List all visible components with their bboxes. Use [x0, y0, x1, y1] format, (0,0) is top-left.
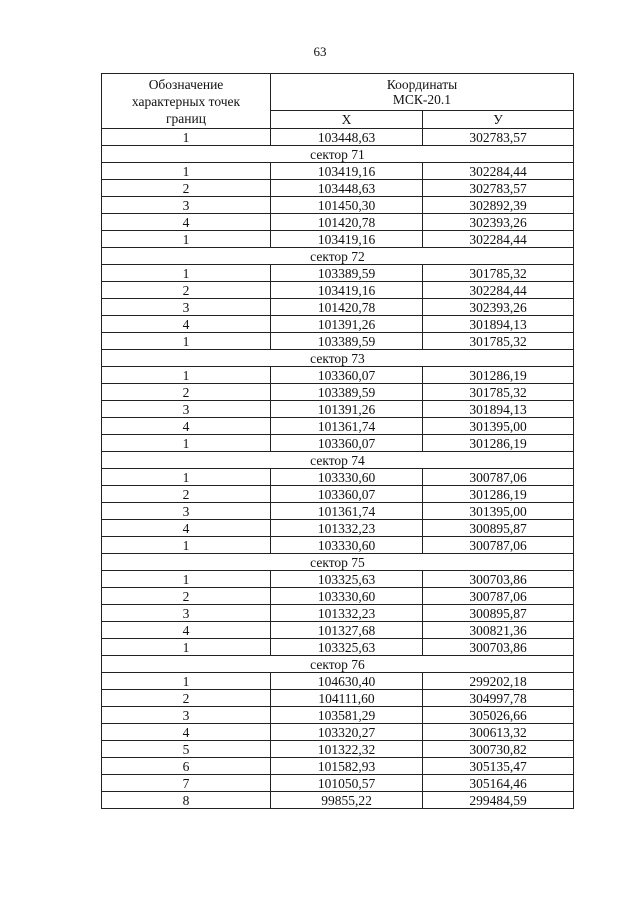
point-number-cell: 4 — [102, 214, 271, 231]
point-number-cell: 3 — [102, 503, 271, 520]
x-coordinate-cell: 103325,63 — [271, 571, 423, 588]
table-row — [102, 180, 574, 197]
coordinates-header — [271, 74, 574, 111]
table-row — [102, 707, 574, 724]
y-coordinate-cell: 300703,86 — [423, 639, 574, 656]
point-number-cell: 3 — [102, 197, 271, 214]
point-number-cell: 2 — [102, 384, 271, 401]
x-coordinate-cell: 103389,59 — [271, 265, 423, 282]
x-coordinate-cell: 101391,26 — [271, 401, 423, 418]
y-coordinate-cell: 301894,13 — [423, 316, 574, 333]
point-number-cell: 2 — [102, 180, 271, 197]
y-coordinate-cell: 302284,44 — [423, 163, 574, 180]
x-coordinate-cell: 103325,63 — [271, 639, 423, 656]
table-row — [102, 775, 574, 792]
sector-row — [102, 452, 574, 469]
x-coordinate-cell: 103448,63 — [271, 180, 423, 197]
y-coordinate-cell: 301894,13 — [423, 401, 574, 418]
table-row — [102, 333, 574, 350]
y-coordinate-cell: 300703,86 — [423, 571, 574, 588]
point-number-cell: 1 — [102, 435, 271, 452]
x-coordinate-cell: 101420,78 — [271, 214, 423, 231]
table-row — [102, 418, 574, 435]
x-coordinate-cell: 101332,23 — [271, 520, 423, 537]
point-header-line: границ — [166, 110, 206, 126]
table-row — [102, 282, 574, 299]
table-row — [102, 401, 574, 418]
point-number-cell: 1 — [102, 367, 271, 384]
table-row — [102, 214, 574, 231]
x-coordinate-cell: 101361,74 — [271, 503, 423, 520]
x-coordinate-cell: 103360,07 — [271, 435, 423, 452]
coordinates-table — [101, 73, 574, 809]
y-coordinate-cell: 300787,06 — [423, 469, 574, 486]
y-coordinate-cell: 305164,46 — [423, 775, 574, 792]
table-row — [102, 197, 574, 214]
sector-label: сектор 76 — [102, 656, 574, 673]
table-row — [102, 605, 574, 622]
x-coordinate-cell: 101420,78 — [271, 299, 423, 316]
point-number-cell: 4 — [102, 622, 271, 639]
point-number-cell: 3 — [102, 605, 271, 622]
table-row — [102, 503, 574, 520]
sector-label: сектор 75 — [102, 554, 574, 571]
x-coordinate-cell: 103419,16 — [271, 231, 423, 248]
coordinate-system-label: МСК-20.1 — [392, 92, 452, 107]
table-row — [102, 673, 574, 690]
sector-row — [102, 350, 574, 367]
table-row — [102, 571, 574, 588]
x-coordinate-cell: 101391,26 — [271, 316, 423, 333]
point-number-cell: 2 — [102, 588, 271, 605]
table-row — [102, 622, 574, 639]
sector-label: сектор 71 — [102, 146, 574, 163]
x-coordinate-cell: 103360,07 — [271, 367, 423, 384]
table-row — [102, 163, 574, 180]
x-coordinate-cell: 99855,22 — [271, 792, 423, 809]
table-row — [102, 520, 574, 537]
y-coordinate-cell: 302783,57 — [423, 129, 574, 146]
point-number-cell: 1 — [102, 265, 271, 282]
table-row — [102, 231, 574, 248]
point-number-cell: 8 — [102, 792, 271, 809]
point-number-cell: 4 — [102, 316, 271, 333]
point-number-cell: 7 — [102, 775, 271, 792]
table-row — [102, 469, 574, 486]
table-header-row — [102, 74, 574, 111]
table-row — [102, 367, 574, 384]
point-number-cell: 4 — [102, 418, 271, 435]
table-row — [102, 384, 574, 401]
table-row — [102, 299, 574, 316]
x-coordinate-cell: 103389,59 — [271, 384, 423, 401]
x-coordinate-cell: 103360,07 — [271, 486, 423, 503]
x-coordinate-cell: 104111,60 — [271, 690, 423, 707]
x-coordinate-cell: 103330,60 — [271, 588, 423, 605]
y-coordinate-cell: 304997,78 — [423, 690, 574, 707]
table-row — [102, 486, 574, 503]
x-coordinate-cell: 101050,57 — [271, 775, 423, 792]
sector-row — [102, 248, 574, 265]
point-number-cell: 1 — [102, 537, 271, 554]
x-coordinate-cell: 104630,40 — [271, 673, 423, 690]
point-number-cell: 3 — [102, 707, 271, 724]
sector-label: сектор 72 — [102, 248, 574, 265]
x-coordinate-cell: 103419,16 — [271, 282, 423, 299]
y-coordinate-cell: 300821,36 — [423, 622, 574, 639]
y-coordinate-cell: 300613,32 — [423, 724, 574, 741]
y-coordinate-cell: 300730,82 — [423, 741, 574, 758]
x-coordinate-cell: 101332,23 — [271, 605, 423, 622]
table-row — [102, 724, 574, 741]
x-coordinate-cell: 101582,93 — [271, 758, 423, 775]
x-column-header: Х — [271, 111, 423, 129]
point-number-cell: 1 — [102, 639, 271, 656]
point-number-cell: 5 — [102, 741, 271, 758]
y-coordinate-cell: 301286,19 — [423, 435, 574, 452]
y-coordinate-cell: 302783,57 — [423, 180, 574, 197]
x-coordinate-cell: 103320,27 — [271, 724, 423, 741]
point-number-cell: 6 — [102, 758, 271, 775]
table-body — [102, 129, 574, 809]
y-coordinate-cell: 301785,32 — [423, 333, 574, 350]
y-coordinate-cell: 301395,00 — [423, 503, 574, 520]
point-number-cell: 3 — [102, 299, 271, 316]
y-coordinate-cell: 302284,44 — [423, 231, 574, 248]
y-coordinate-cell: 301286,19 — [423, 367, 574, 384]
y-coordinate-cell: 300787,06 — [423, 537, 574, 554]
y-coordinate-cell: 301395,00 — [423, 418, 574, 435]
table-row — [102, 265, 574, 282]
point-number-cell: 4 — [102, 724, 271, 741]
y-coordinate-cell: 300895,87 — [423, 520, 574, 537]
point-number-cell: 1 — [102, 571, 271, 588]
x-coordinate-cell: 103330,60 — [271, 469, 423, 486]
y-coordinate-cell: 302892,39 — [423, 197, 574, 214]
sector-row — [102, 146, 574, 163]
y-coordinate-cell: 301785,32 — [423, 265, 574, 282]
point-number-cell: 1 — [102, 129, 271, 146]
y-coordinate-cell: 302393,26 — [423, 299, 574, 316]
sector-row — [102, 656, 574, 673]
y-column-header: У — [423, 111, 574, 129]
y-coordinate-cell: 305026,66 — [423, 707, 574, 724]
x-coordinate-cell: 103330,60 — [271, 537, 423, 554]
x-coordinate-cell: 101327,68 — [271, 622, 423, 639]
table-row — [102, 741, 574, 758]
point-number-cell: 1 — [102, 469, 271, 486]
table-row — [102, 639, 574, 656]
y-coordinate-cell: 301286,19 — [423, 486, 574, 503]
point-designation-header — [102, 74, 271, 129]
x-coordinate-cell: 103419,16 — [271, 163, 423, 180]
point-header-line: Обозначение — [148, 76, 224, 92]
x-coordinate-cell: 103389,59 — [271, 333, 423, 350]
sector-label: сектор 74 — [102, 452, 574, 469]
page-number: 63 — [313, 44, 327, 59]
point-number-cell: 1 — [102, 231, 271, 248]
table-row — [102, 537, 574, 554]
y-coordinate-cell: 299202,18 — [423, 673, 574, 690]
x-coordinate-cell: 101450,30 — [271, 197, 423, 214]
table-row — [102, 690, 574, 707]
point-number-cell: 2 — [102, 690, 271, 707]
sector-label: сектор 73 — [102, 350, 574, 367]
y-coordinate-cell: 300895,87 — [423, 605, 574, 622]
x-coordinate-cell: 103581,29 — [271, 707, 423, 724]
x-coordinate-cell: 101322,32 — [271, 741, 423, 758]
point-number-cell: 3 — [102, 401, 271, 418]
y-coordinate-cell: 300787,06 — [423, 588, 574, 605]
y-coordinate-cell: 299484,59 — [423, 792, 574, 809]
y-coordinate-cell: 302393,26 — [423, 214, 574, 231]
x-coordinate-cell: 101361,74 — [271, 418, 423, 435]
point-number-cell: 2 — [102, 282, 271, 299]
table-row — [102, 792, 574, 809]
point-number-cell: 2 — [102, 486, 271, 503]
y-coordinate-cell: 305135,47 — [423, 758, 574, 775]
table-row — [102, 316, 574, 333]
y-coordinate-cell: 302284,44 — [423, 282, 574, 299]
table-row — [102, 588, 574, 605]
point-number-cell: 1 — [102, 333, 271, 350]
point-header-line: характерных точек — [131, 93, 241, 109]
y-coordinate-cell: 301785,32 — [423, 384, 574, 401]
point-number-cell: 1 — [102, 673, 271, 690]
x-coordinate-cell: 103448,63 — [271, 129, 423, 146]
sector-row — [102, 554, 574, 571]
point-number-cell: 4 — [102, 520, 271, 537]
table-row — [102, 758, 574, 775]
table-row — [102, 435, 574, 452]
table-row — [102, 129, 574, 146]
coordinates-title: Координаты — [386, 77, 458, 92]
point-number-cell: 1 — [102, 163, 271, 180]
